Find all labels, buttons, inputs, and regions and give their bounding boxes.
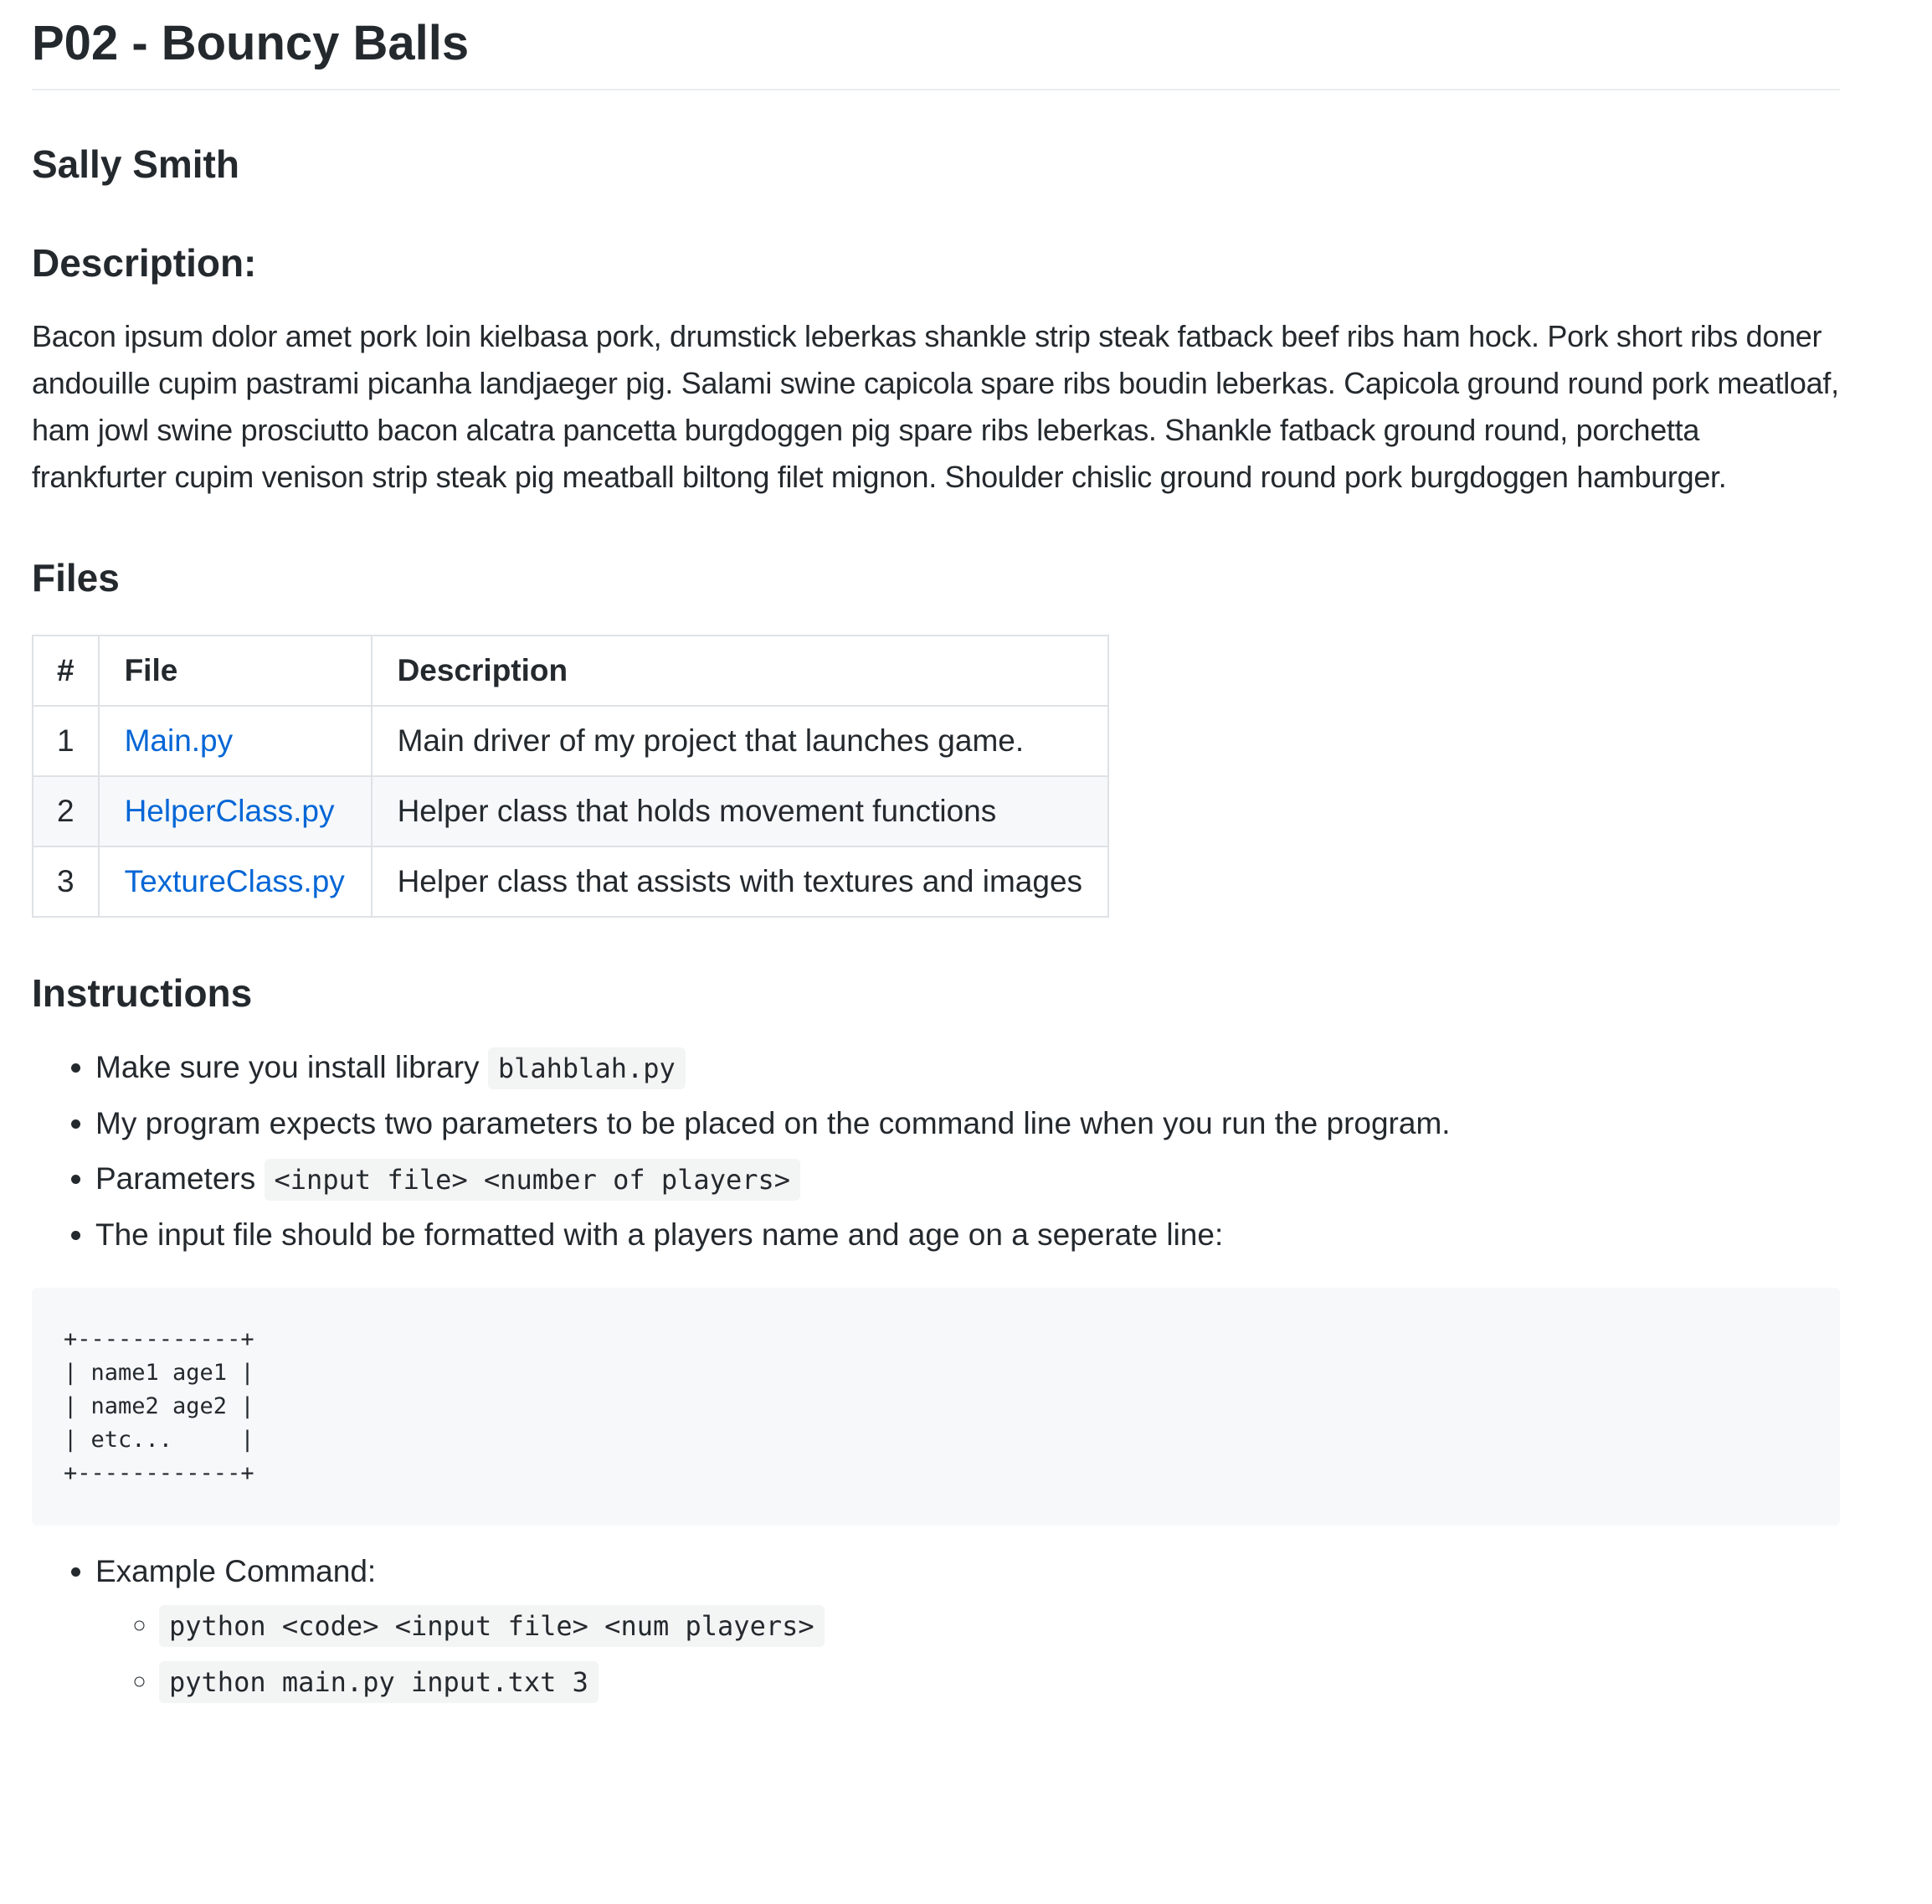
column-header-file: File [99, 636, 372, 706]
input-format-code-block: +------------+ | name1 age1 | | name2 age2 | | etc... | +------------+ [32, 1288, 1840, 1526]
list-item [95, 1216, 1840, 1254]
file-cell [99, 776, 372, 847]
file-description: Helper class that holds movement functions [372, 776, 1108, 847]
file-number: 1 [33, 706, 99, 776]
column-header-description: Description [372, 636, 1108, 706]
file-link-helperclass[interactable]: HelperClass.py [124, 794, 335, 828]
file-number: 3 [33, 847, 99, 917]
file-cell [99, 706, 372, 776]
column-header-number: # [33, 636, 99, 706]
inline-code: <input file> <number of players> [265, 1159, 801, 1201]
instruction-text: My program expects two parameters to be placed on the command line when you run the program. [95, 1106, 1451, 1140]
inline-code: blahblah.py [488, 1047, 686, 1089]
list-item [95, 1160, 1840, 1199]
instruction-text: Parameters [95, 1161, 256, 1196]
instructions-list [32, 1048, 1840, 1254]
instruction-text: The input file should be formatted with a players name and age on a seperate line: [95, 1217, 1224, 1252]
instruction-text: Make sure you install library [95, 1050, 480, 1084]
files-table [32, 635, 1109, 918]
example-command: python <code> <input file> <num players> [159, 1605, 825, 1647]
table-row [33, 847, 1108, 917]
instructions-heading: Instructions [32, 971, 253, 1015]
example-list [32, 1552, 1840, 1701]
page-title: P02 - Bouncy Balls [32, 0, 1840, 90]
files-heading: Files [32, 556, 120, 600]
file-description: Helper class that assists with textures and images [372, 847, 1108, 917]
file-link-main[interactable]: Main.py [124, 723, 234, 758]
description-text: Bacon ipsum dolor amet pork loin kielbasa pork, drumstick leberkas shankle strip steak fatback beef ribs ham hock. Pork short ribs doner andouille cupim pastrami picanha landjaeger pig. Salami swine capicola spare ribs boudin leberkas. Capicola ground round pork meatloaf, ham jowl swine prosciutto bacon alcatra pancetta burgdoggen pig spare ribs leberkas. Shankle fatback ground round, porchetta frankfurter cupim venison strip steak pig meatball biltong filet mignon. Shoulder chislic ground round pork burgdoggen hamburger. [32, 319, 1839, 494]
author-name: Sally Smith [32, 142, 239, 186]
list-item [95, 1552, 1840, 1701]
description-heading: Description: [32, 241, 257, 285]
list-item [159, 1662, 1840, 1701]
list-item [95, 1104, 1840, 1143]
table-row [33, 706, 1108, 776]
list-item [159, 1606, 1840, 1645]
example-label: Example Command: [95, 1554, 377, 1588]
readme-page [32, 0, 1840, 1718]
file-cell [99, 847, 372, 917]
file-number: 2 [33, 776, 99, 847]
example-commands-list [95, 1606, 1840, 1701]
file-link-textureclass[interactable]: TextureClass.py [124, 864, 345, 898]
file-description: Main driver of my project that launches game. [372, 706, 1108, 776]
example-command: python main.py input.txt 3 [159, 1661, 599, 1703]
table-row [33, 776, 1108, 847]
table-header-row [33, 636, 1108, 706]
list-item [95, 1048, 1840, 1088]
